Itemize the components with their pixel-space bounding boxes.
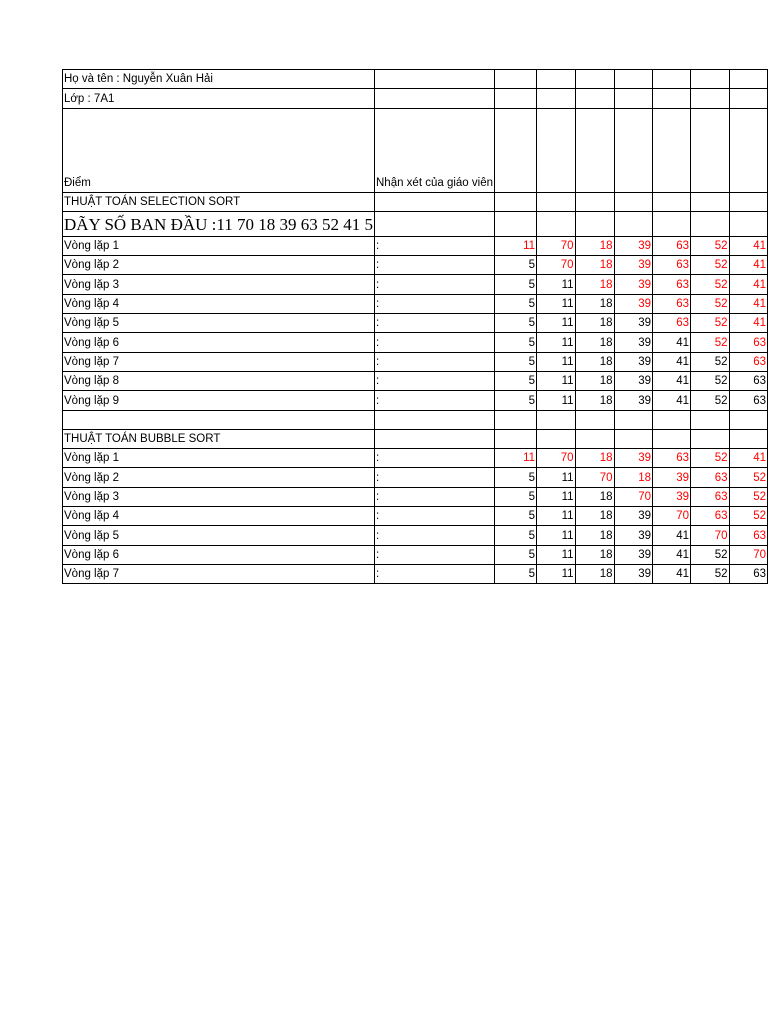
- iteration-label[interactable]: Vòng lặp 8: [63, 371, 375, 390]
- value-cell[interactable]: 39: [614, 507, 652, 526]
- value-cell[interactable]: 18: [575, 545, 614, 564]
- value-cell[interactable]: 52: [691, 352, 729, 371]
- iteration-separator[interactable]: :: [375, 391, 495, 410]
- value-cell[interactable]: 39: [614, 352, 652, 371]
- value-cell[interactable]: 63: [729, 352, 768, 371]
- value-cell[interactable]: 18: [575, 275, 614, 294]
- value-cell[interactable]: 52: [729, 507, 768, 526]
- iteration-label[interactable]: Vòng lặp 3: [63, 275, 375, 294]
- value-cell[interactable]: 41: [653, 564, 691, 583]
- bubble-iteration-row: [63, 545, 768, 564]
- selection-title-row: [63, 192, 768, 211]
- selection-iteration-row: [63, 371, 768, 390]
- value-cell[interactable]: 41: [653, 526, 691, 545]
- iteration-separator[interactable]: :: [375, 275, 495, 294]
- value-cell[interactable]: 5: [495, 468, 537, 487]
- value-cell[interactable]: 11: [537, 564, 575, 583]
- value-cell[interactable]: 70: [653, 507, 691, 526]
- value-cell[interactable]: 18: [575, 333, 614, 352]
- value-cell[interactable]: 63: [653, 449, 691, 468]
- iteration-separator[interactable]: :: [375, 449, 495, 468]
- selection-sort-title: THUẬT TOÁN SELECTION SORT: [64, 195, 241, 208]
- value-cell[interactable]: 11: [537, 545, 575, 564]
- iteration-label[interactable]: Vòng lặp 3: [63, 487, 375, 506]
- value-cell[interactable]: 11: [537, 371, 575, 390]
- value-cell[interactable]: 18: [575, 449, 614, 468]
- initial-sequence: DÃY SỐ BAN ĐẦU :11 70 18 39 63 52 41 5: [64, 214, 373, 234]
- value-cell[interactable]: 39: [614, 371, 652, 390]
- name-cell[interactable]: [63, 70, 375, 89]
- value-cell[interactable]: 18: [575, 314, 614, 333]
- value-cell[interactable]: 39: [614, 449, 652, 468]
- value-cell[interactable]: 11: [537, 487, 575, 506]
- selection-iteration-row: [63, 294, 768, 313]
- value-cell[interactable]: 18: [575, 256, 614, 275]
- value-cell[interactable]: 52: [729, 487, 768, 506]
- value-cell[interactable]: 18: [575, 564, 614, 583]
- value-cell[interactable]: 41: [653, 545, 691, 564]
- selection-iteration-row: [63, 352, 768, 371]
- value-cell[interactable]: 18: [575, 371, 614, 390]
- value-cell[interactable]: 18: [575, 352, 614, 371]
- selection-iteration-row: [63, 314, 768, 333]
- value-cell[interactable]: 5: [495, 371, 537, 390]
- value-cell[interactable]: 41: [653, 352, 691, 371]
- bubble-iteration-row: [63, 468, 768, 487]
- value-cell[interactable]: 63: [653, 314, 691, 333]
- iteration-separator[interactable]: :: [375, 371, 495, 390]
- iteration-label[interactable]: Vòng lặp 5: [63, 526, 375, 545]
- iteration-label[interactable]: Vòng lặp 1: [63, 236, 375, 255]
- value-cell[interactable]: 18: [575, 236, 614, 255]
- value-cell[interactable]: 41: [729, 314, 768, 333]
- value-cell[interactable]: 41: [653, 391, 691, 410]
- value-cell[interactable]: 11: [495, 449, 537, 468]
- value-cell[interactable]: 70: [537, 236, 575, 255]
- value-cell[interactable]: 11: [537, 507, 575, 526]
- bubble-iteration-row: [63, 487, 768, 506]
- bubble-title-row: [63, 429, 768, 448]
- value-cell[interactable]: 63: [691, 468, 729, 487]
- value-cell[interactable]: 5: [495, 314, 537, 333]
- value-cell[interactable]: 41: [653, 371, 691, 390]
- value-cell[interactable]: 39: [614, 236, 652, 255]
- bubble-title-cell[interactable]: [63, 429, 375, 448]
- name-row: [63, 70, 768, 89]
- value-cell[interactable]: 52: [691, 371, 729, 390]
- value-cell[interactable]: 11: [537, 391, 575, 410]
- value-cell[interactable]: 70: [729, 545, 768, 564]
- value-cell[interactable]: 52: [691, 314, 729, 333]
- value-cell[interactable]: 52: [691, 294, 729, 313]
- value-cell[interactable]: 63: [729, 526, 768, 545]
- value-cell[interactable]: 18: [575, 526, 614, 545]
- value-cell[interactable]: 5: [495, 391, 537, 410]
- iteration-separator[interactable]: :: [375, 468, 495, 487]
- blank-row: [63, 410, 768, 429]
- value-cell[interactable]: 5: [495, 294, 537, 313]
- value-cell[interactable]: 18: [575, 487, 614, 506]
- iteration-label[interactable]: Vòng lặp 9: [63, 391, 375, 410]
- value-cell[interactable]: 63: [653, 294, 691, 313]
- value-cell[interactable]: 52: [691, 545, 729, 564]
- value-cell[interactable]: 11: [537, 275, 575, 294]
- iteration-separator[interactable]: :: [375, 352, 495, 371]
- score-label: Điểm: [64, 176, 91, 189]
- iteration-separator[interactable]: :: [375, 564, 495, 583]
- value-cell[interactable]: 63: [653, 256, 691, 275]
- iteration-separator[interactable]: :: [375, 236, 495, 255]
- value-cell[interactable]: 52: [691, 236, 729, 255]
- iteration-separator[interactable]: :: [375, 545, 495, 564]
- value-cell[interactable]: 41: [729, 449, 768, 468]
- iteration-label[interactable]: Vòng lặp 6: [63, 333, 375, 352]
- iteration-separator[interactable]: :: [375, 333, 495, 352]
- value-cell[interactable]: 41: [729, 294, 768, 313]
- value-cell[interactable]: 41: [729, 275, 768, 294]
- value-cell[interactable]: 39: [653, 468, 691, 487]
- bubble-iteration-row: [63, 507, 768, 526]
- value-cell[interactable]: 5: [495, 256, 537, 275]
- value-cell[interactable]: 39: [614, 333, 652, 352]
- iteration-separator[interactable]: :: [375, 487, 495, 506]
- value-cell[interactable]: 5: [495, 333, 537, 352]
- iteration-separator[interactable]: :: [375, 294, 495, 313]
- value-cell[interactable]: 39: [614, 294, 652, 313]
- value-cell[interactable]: 39: [614, 314, 652, 333]
- value-cell[interactable]: 11: [537, 333, 575, 352]
- iteration-label[interactable]: Vòng lặp 4: [63, 294, 375, 313]
- iteration-separator[interactable]: :: [375, 314, 495, 333]
- bubble-iteration-row: [63, 449, 768, 468]
- iteration-label[interactable]: Vòng lặp 4: [63, 507, 375, 526]
- value-cell[interactable]: 18: [575, 294, 614, 313]
- selection-iteration-row: [63, 256, 768, 275]
- value-cell[interactable]: 39: [653, 487, 691, 506]
- value-cell[interactable]: 41: [729, 256, 768, 275]
- iteration-label[interactable]: Vòng lặp 1: [63, 449, 375, 468]
- class-name: Lớp : 7A1: [64, 92, 115, 105]
- value-cell[interactable]: 70: [691, 526, 729, 545]
- value-cell[interactable]: 5: [495, 545, 537, 564]
- selection-iteration-row: [63, 236, 768, 255]
- value-cell[interactable]: 5: [495, 352, 537, 371]
- value-cell[interactable]: 5: [495, 487, 537, 506]
- value-cell[interactable]: 11: [537, 526, 575, 545]
- value-cell[interactable]: 11: [495, 236, 537, 255]
- value-cell[interactable]: 70: [614, 487, 652, 506]
- value-cell[interactable]: 11: [537, 352, 575, 371]
- value-cell[interactable]: 5: [495, 564, 537, 583]
- value-cell[interactable]: 52: [691, 333, 729, 352]
- value-cell[interactable]: 11: [537, 468, 575, 487]
- bubble-iteration-row: [63, 526, 768, 545]
- value-cell[interactable]: 52: [691, 564, 729, 583]
- iteration-label[interactable]: Vòng lặp 7: [63, 352, 375, 371]
- value-cell[interactable]: 39: [614, 256, 652, 275]
- iteration-label[interactable]: Vòng lặp 2: [63, 468, 375, 487]
- iteration-label[interactable]: Vòng lặp 2: [63, 256, 375, 275]
- bubble-iteration-row: [63, 564, 768, 583]
- student-name: Họ và tên : Nguyễn Xuân Hải: [64, 73, 213, 86]
- value-cell[interactable]: 11: [537, 314, 575, 333]
- iteration-label[interactable]: Vòng lặp 7: [63, 564, 375, 583]
- value-cell[interactable]: 11: [537, 294, 575, 313]
- value-cell[interactable]: 63: [653, 236, 691, 255]
- value-cell[interactable]: 41: [729, 236, 768, 255]
- comment-label: Nhận xét của giáo viên: [376, 176, 493, 189]
- value-cell[interactable]: 63: [653, 275, 691, 294]
- value-cell[interactable]: 52: [691, 391, 729, 410]
- value-cell[interactable]: 52: [729, 468, 768, 487]
- value-cell[interactable]: 63: [729, 371, 768, 390]
- value-cell[interactable]: 70: [537, 449, 575, 468]
- class-row: [63, 89, 768, 108]
- value-cell[interactable]: 39: [614, 275, 652, 294]
- value-cell[interactable]: 63: [691, 507, 729, 526]
- iteration-separator[interactable]: :: [375, 256, 495, 275]
- value-cell[interactable]: 18: [575, 507, 614, 526]
- iteration-separator[interactable]: :: [375, 507, 495, 526]
- selection-title-cell[interactable]: [63, 192, 375, 211]
- value-cell[interactable]: 18: [575, 391, 614, 410]
- value-cell[interactable]: 39: [614, 391, 652, 410]
- initial-sequence-row: [63, 211, 768, 236]
- selection-iteration-row: [63, 391, 768, 410]
- bubble-sort-title: THUẬT TOÁN BUBBLE SORT: [64, 433, 221, 446]
- value-cell[interactable]: 70: [537, 256, 575, 275]
- score-cell[interactable]: [63, 108, 375, 192]
- value-cell[interactable]: 41: [653, 333, 691, 352]
- value-cell[interactable]: 63: [729, 333, 768, 352]
- value-cell[interactable]: 18: [614, 468, 652, 487]
- value-cell[interactable]: 70: [575, 468, 614, 487]
- value-cell[interactable]: 5: [495, 526, 537, 545]
- score-comment-row: [63, 108, 768, 192]
- value-cell[interactable]: 39: [614, 564, 652, 583]
- comment-cell[interactable]: [375, 108, 495, 192]
- value-cell[interactable]: 52: [691, 449, 729, 468]
- value-cell[interactable]: 39: [614, 545, 652, 564]
- value-cell[interactable]: 63: [729, 391, 768, 410]
- value-cell[interactable]: 52: [691, 256, 729, 275]
- value-cell[interactable]: 5: [495, 275, 537, 294]
- value-cell[interactable]: 5: [495, 507, 537, 526]
- spreadsheet-grid: [62, 69, 768, 584]
- initial-sequence-cell[interactable]: [63, 211, 375, 236]
- value-cell[interactable]: 63: [691, 487, 729, 506]
- class-cell[interactable]: [63, 89, 375, 108]
- iteration-separator[interactable]: :: [375, 526, 495, 545]
- value-cell[interactable]: 39: [614, 526, 652, 545]
- iteration-label[interactable]: Vòng lặp 5: [63, 314, 375, 333]
- value-cell[interactable]: 52: [691, 275, 729, 294]
- value-cell[interactable]: 63: [729, 564, 768, 583]
- iteration-label[interactable]: Vòng lặp 6: [63, 545, 375, 564]
- selection-iteration-row: [63, 275, 768, 294]
- selection-iteration-row: [63, 333, 768, 352]
